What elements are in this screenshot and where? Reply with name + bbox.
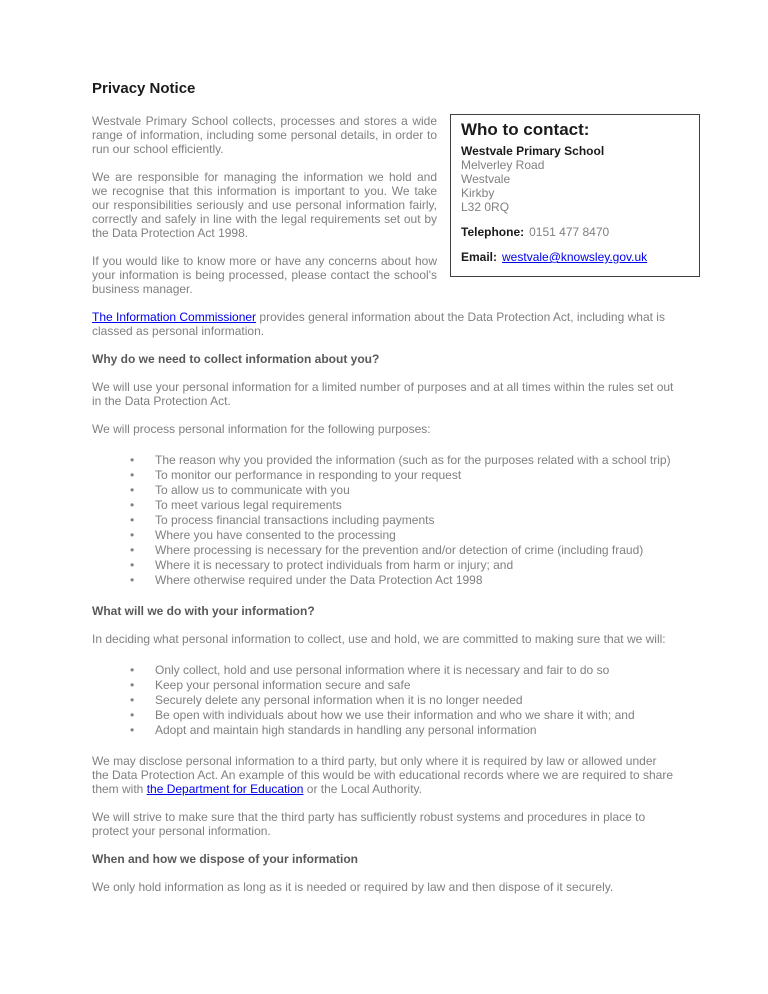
disclosure-text-pre: We may disclose personal information to a third party, but only where it is required by law or allowed under the Data Protection Act. An example of this would be with educational records where we are required to share them with [92,754,673,796]
what-paragraph-1: In deciding what personal information to collect, use and hold, we are committed to making sure that we will: [92,632,666,646]
intro-paragraph-2: We are responsible for managing the information we hold and we recognise that this information is important to you. We take our responsibilities seriously and use personal information fairly, correctly and safely in line with the legal requirements set out by the Data Protection Act 1998. [92,170,437,240]
information-commissioner-link[interactable]: The Information Commissioner [92,310,257,324]
contact-telephone-row [461,225,689,239]
telephone-label: Telephone: [461,225,525,239]
list-item: • Where processing is necessary for the prevention and/or detection of crime (including fraud) [130,543,676,557]
commitments-list [92,660,676,737]
intro-section [92,114,700,310]
contact-school-name: Westvale Primary School [461,144,605,158]
commissioner-paragraph-text: provides general information about the Data Protection Act, including what is classed as personal information. [92,310,665,338]
why-paragraph-2: We will process personal information for the following purposes: [92,422,431,436]
intro-paragraph-3: If you would like to know more or have any concerns about how your information is being processed, please contact the school's business manager. [92,254,437,296]
third-party-paragraph: We will strive to make sure that the third party has sufficiently robust systems and procedures in place to protect your personal information. [92,810,646,838]
list-item: • Be open with individuals about how we use their information and who we share it with; and [130,708,676,722]
page-title: Privacy Notice [92,80,196,97]
list-item: • Adopt and maintain high standards in handling any personal information [130,723,676,737]
list-item: • To monitor our performance in responding to your request [130,468,676,482]
contact-box [450,114,700,277]
list-item: • Where it is necessary to protect individuals from harm or injury; and [130,558,676,572]
purposes-list [92,450,676,587]
list-item: • Keep your personal information secure and safe [130,678,676,692]
contact-email-row [461,250,689,264]
contact-address-line-4: L32 0RQ [461,200,510,214]
list-item: • Where you have consented to the processing [130,528,676,542]
list-item: • To process financial transactions including payments [130,513,676,527]
privacy-notice-document [92,80,676,908]
department-for-education-link[interactable]: the Department for Education [146,782,304,796]
disclosure-paragraph [92,754,676,796]
intro-paragraph-1: Westvale Primary School collects, processes and stores a wide range of information, including some personal details, in order to run our school efficiently. [92,114,437,156]
list-item: • Where otherwise required under the Data Protection Act 1998 [130,573,676,587]
commissioner-paragraph [92,310,676,338]
section-heading-dispose: When and how we dispose of your information [92,852,359,866]
list-item: • Securely delete any personal information when it is no longer needed [130,693,676,707]
email-label: Email: [461,250,498,264]
why-paragraph-1: We will use your personal information for a limited number of purposes and at all times within the rules set out in the Data Protection Act. [92,380,674,408]
intro-text-column [92,114,437,310]
section-heading-what-will-we-do: What will we do with your information? [92,604,315,618]
contact-address-line-3: Kirkby [461,186,495,200]
telephone-number: 0151 477 8470 [529,225,610,239]
list-item: • The reason why you provided the information (such as for the purposes related with a school trip) [130,453,676,467]
list-item: • To allow us to communicate with you [130,483,676,497]
disclosure-text-post: or the Local Authority. [303,782,422,796]
section-heading-why-collect: Why do we need to collect information about you? [92,352,380,366]
list-item: • To meet various legal requirements [130,498,676,512]
dispose-paragraph: We only hold information as long as it is needed or required by law and then dispose of it securely. [92,880,614,894]
contact-address-line-1: Melverley Road [461,158,545,172]
email-link[interactable]: westvale@knowsley.gov.uk [502,250,648,264]
contact-address-line-2: Westvale [461,172,511,186]
list-item: • Only collect, hold and use personal information where it is necessary and fair to do so [130,663,676,677]
contact-box-title: Who to contact: [461,120,590,139]
